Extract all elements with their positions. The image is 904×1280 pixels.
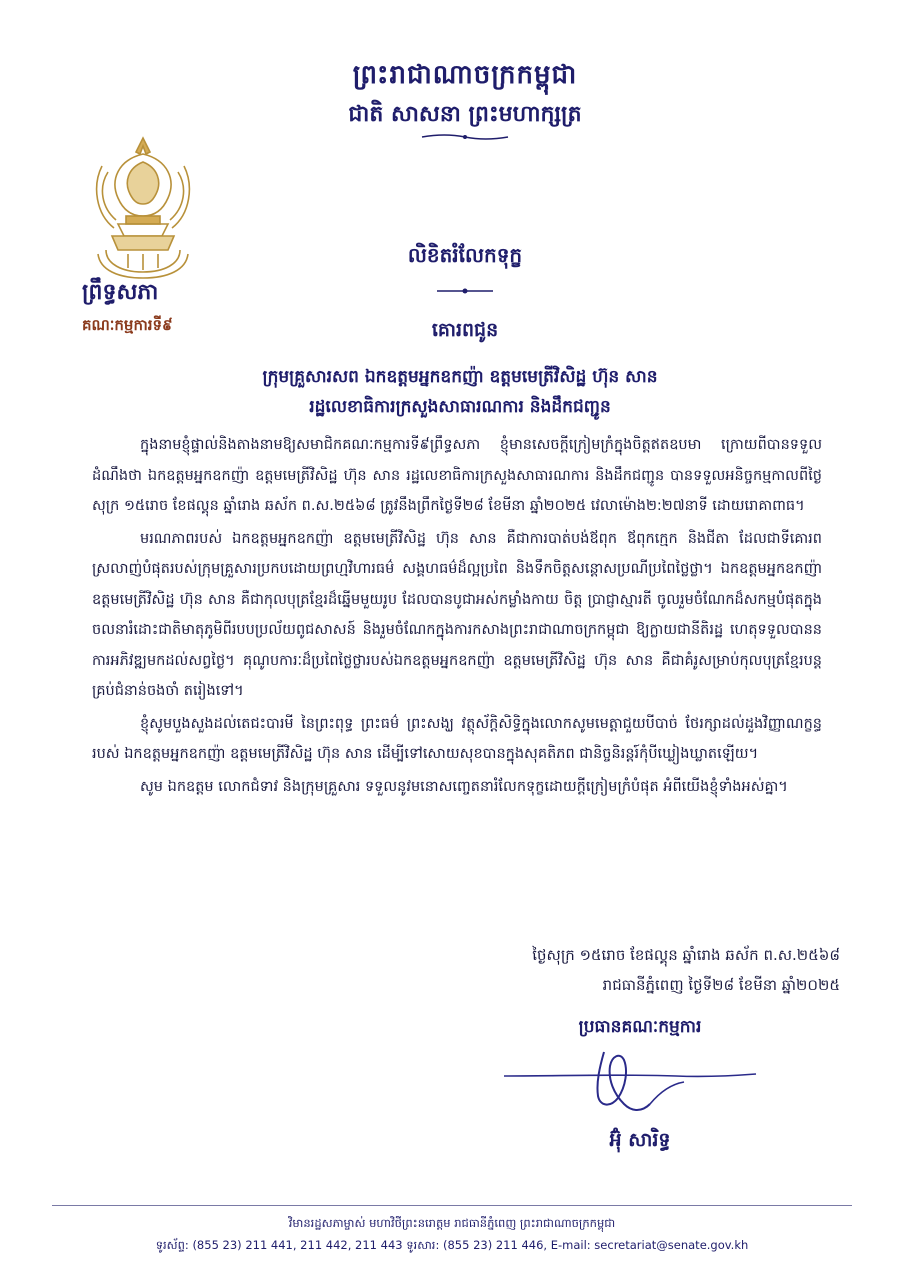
signer-title: ប្រធានគណៈកម្មការ [578,1017,702,1037]
addressee-line-1: ក្រុមគ្រួសារសព ឯកឧត្តមអ្នកឧកញ៉ា ឧត្តមមេត្រីវិសិដ្ឋ ហ៊ុន សាន [262,367,658,387]
date-block [420,940,840,1000]
footer [52,1212,852,1256]
footer-divider [52,1205,852,1206]
body-paragraph-1: ក្នុងនាមខ្ញុំផ្ទាល់និងតាងនាមឱ្យសមាជិកគណៈកម្មការទី៩ព្រឹទ្ធសភា ខ្ញុំមានសេចក្ដីក្រៀមក្រំក្នុងចិត្តឥតឧបមា ក្រោយពីបានទទួលដំណឹងថា ឯកឧត្តមអ្នកឧកញ៉ា ឧត្តមមេត្រីវិសិដ្ឋ ហ៊ុន សាន រដ្ឋលេខាធិការក្រសួងសាធារណការ និងដឹកជញ្ជូន បានទទួលអនិច្ចកម្មកាលពីថ្ងៃសុក្រ ១៥រោច ខែផល្គុន ឆ្នាំរោង ឆស័ក ព.ស.២៥៦៨ ត្រូវនឹងព្រឹកថ្ងៃទី២៨ ខែមីនា ឆ្នាំ២០២៥ វេលាម៉ោង២:២៧នាទី ដោយរោគាពាធ។ [92,437,822,514]
body-paragraph-3: ខ្ញុំសូមបួងសួងដល់តេជះបារមី នៃព្រះពុទ្ធ ព្រះធម៌ ព្រះសង្ឃ វត្ថុស័ក្តិសិទ្ធិក្នុងលោកសូមមេត្តាជួយបីបាច់ ថែរក្សាដល់ដួងវិញ្ញាណក្ខន្ធរបស់ ឯកឧត្តមអ្នកឧកញ៉ា ឧត្តមមេត្រីវិសិដ្ឋ ហ៊ុន សាន ដើម្បីទៅសោយសុខបានក្នុងសុគតិភព ជានិច្ចនិរន្ដរ៍កុំបីឃ្លៀងឃ្លាតឡើយ។ [92,715,822,762]
title-divider-icon [435,286,495,296]
condolence-title: លិខិតរំលែកទុក្ខ [407,243,523,267]
commission-name: គណៈកម្មការទី៩ [82,316,173,334]
signature-icon [500,1046,760,1136]
ornament-divider-icon [420,132,510,142]
solar-date: រាជធានីភ្នំពេញ ថ្ងៃទី២៨ ខែមីនា ឆ្នាំ២០២៥ [602,976,840,994]
signer-name: អ៊ុំ សារិទ្ធ [609,1129,671,1151]
senate-emblem-icon [88,132,198,282]
kingdom-header [300,58,630,142]
national-motto: ជាតិ សាសនា ព្រះមហាក្សត្រ [348,102,582,127]
letter-body [92,430,822,804]
footer-address: វិមានរដ្ឋសភាម្ចាស់ មហាវិថីព្រះនរោត្តម រាជធានីភ្នំពេញ ព្រះរាជាណាចក្រកម្ពុជា [288,1216,616,1230]
letter-title [300,242,630,296]
sender-block [82,278,222,338]
senate-name: ព្រឹទ្ធសភា [82,280,159,305]
lunar-date: ថ្ងៃសុក្រ ១៥រោច ខែផល្គុន ឆ្នាំរោង ឆស័ក ព.ស.២៥៦៨ [532,946,840,964]
respect-salutation: គោរពជូន [431,319,499,341]
body-paragraph-4: សូម ឯកឧត្ដម លោកជំទាវ និងក្រុមគ្រួសារ ទទួលនូវមនោសញ្ចេតនារំលែកទុក្ខដោយក្ដីក្រៀមក្រំបំផុត អំពីយើងខ្ញុំទាំងអស់គ្នា។ [140,778,788,795]
addressee-line-2: រដ្ឋលេខាធិការក្រសួងសាធារណការ និងដឹកជញ្ជូន [309,397,611,417]
body-paragraph-2: មរណភាពរបស់ ឯកឧត្តមអ្នកឧកញ៉ា ឧត្តមមេត្រីវិសិដ្ឋ ហ៊ុន សាន គឺជាការបាត់បង់ឪពុក ឪពុកក្មេក និងជីតា ដែលជាទីគោរពស្រលាញ់បំផុតរបស់ក្រុមគ្រួសារប្រកបដោយព្រហ្មវិហារធម៌ សង្គហធម៌ដ៏ល្អប្រពៃ និងទឹកចិត្តសន្ដោសប្រណីប្រពៃថ្លៃថ្លា។ ឯកឧត្តមអ្នកឧកញ៉ា ឧត្តមមេត្រីវិសិដ្ឋ ហ៊ុន សាន គឺជាកុលបុត្រខ្មែរដ៏ឆ្នើមមួយរូប ដែលបានបូជាអស់កម្លាំងកាយ ចិត្ត ប្រាជ្ញាស្មារតី ចូលរួមចំណែកដ៏សកម្មបំផុតក្នុងចលនារំដោះជាតិមាតុភូមិពីរបបប្រល័យពូជសាសន៍ និងរួមចំណែកក្នុងការកសាងព្រះរាជាណាចក្រកម្ពុជា ឱ្យក្លាយជានីតិរដ្ឋ ហេតុទទួលបាននការអភិវឌ្ឍមកដល់សព្វថ្ងៃ។ គុណូបការៈដ៏ប្រពៃថ្លៃថ្លារបស់ឯកឧត្តមអ្នកឧកញ៉ា ឧត្តមមេត្រីវិសិដ្ឋ ហ៊ុន សាន គឺជាគំរូសម្រាប់កុលបុត្រខ្មែរបន្តគ្រប់ជំនាន់ចងចាំ តរៀងទៅ។ [92,530,822,699]
addressee-block [90,362,830,422]
kingdom-name: ព្រះរាជាណាចក្រកម្ពុជា [352,60,578,90]
footer-contact: ទូរស័ព្ទ: (855 23) 211 441, 211 442, 211 443 ទូរសារ: (855 23) 211 446, E-mail: secretariat@senate.gov.kh [155,1238,749,1252]
